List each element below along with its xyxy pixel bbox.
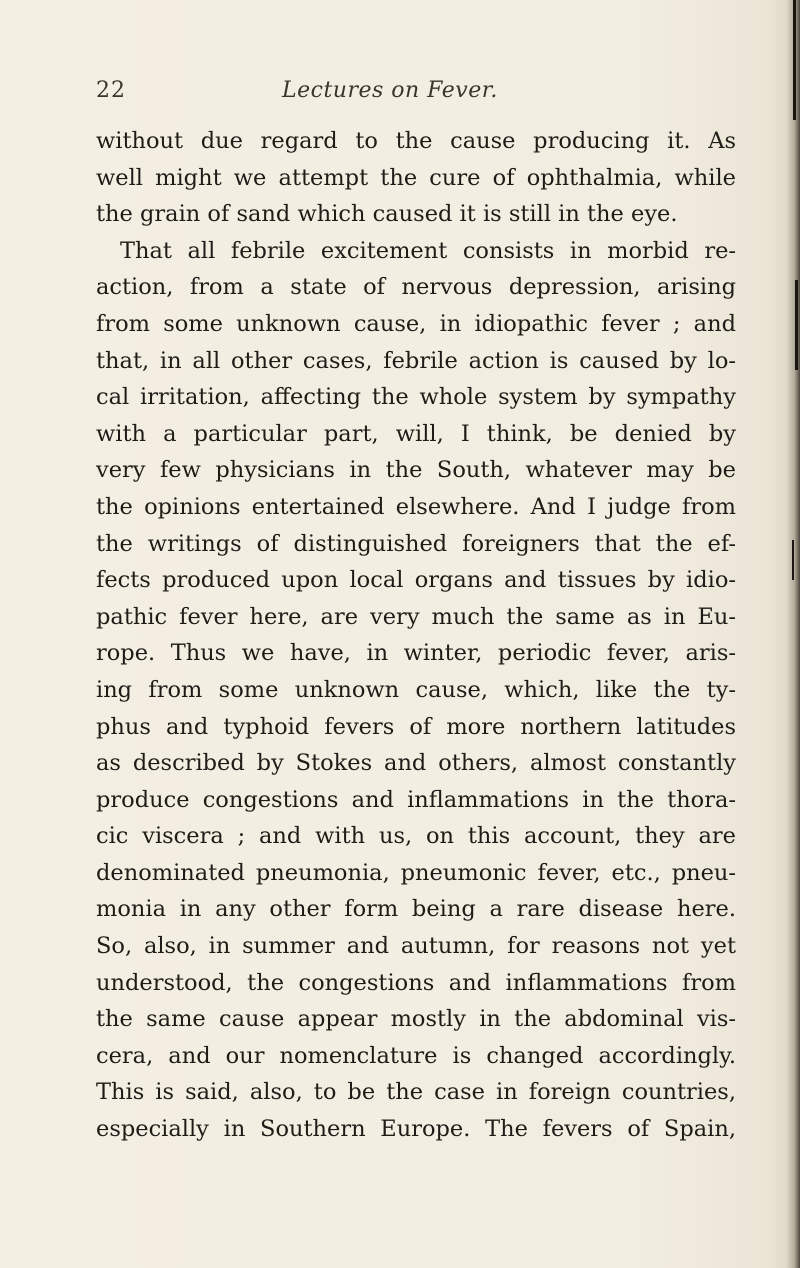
- text-line: the same cause appear mostly in the abdominal vis-: [96, 1006, 736, 1033]
- text-line: monia in any other form being a rare disease here.: [96, 896, 736, 923]
- page-header: [96, 78, 736, 106]
- page-edge-mark: [793, 0, 796, 120]
- text-line: with a particular part, will, I think, be denied by: [96, 420, 736, 447]
- text-line: rope. Thus we have, in winter, periodic fever, aris-: [96, 640, 736, 667]
- page-edge-mark: [795, 280, 798, 370]
- text-line: action, from a state of nervous depression, arising: [96, 274, 736, 301]
- text-line: This is said, also, to be the case in foreign countries,: [96, 1079, 736, 1106]
- text-line: produce congestions and inflammations in the thora-: [96, 786, 736, 813]
- page-number: 22: [96, 78, 126, 103]
- running-title: Lectures on Fever.: [282, 78, 498, 103]
- text-line: especially in Southern Europe. The fevers of Spain,: [96, 1116, 736, 1143]
- text-line: ing from some unknown cause, which, like the ty-: [96, 676, 736, 703]
- text-line: the writings of distinguished foreigners that the ef-: [96, 530, 736, 557]
- text-line: as described by Stokes and others, almost constantly: [96, 750, 736, 777]
- text-line: well might we attempt the cure of ophthalmia, while: [96, 164, 736, 191]
- text-line: cera, and our nomenclature is changed accordingly.: [96, 1042, 736, 1069]
- text-line: cal irritation, affecting the whole system by sympathy: [96, 384, 736, 411]
- text-line: very few physicians in the South, whatever may be: [96, 457, 736, 484]
- text-line: phus and typhoid fevers of more northern latitudes: [96, 713, 736, 740]
- text-line: without due regard to the cause producing it. As: [96, 128, 736, 154]
- text-line: denominated pneumonia, pneumonic fever, etc., pneu-: [96, 859, 736, 886]
- page-edge-mark: [792, 540, 794, 580]
- page-edge-shadow: [786, 0, 800, 1268]
- text-line: cic viscera ; and with us, on this account, they are: [96, 823, 736, 850]
- text-line: pathic fever here, are very much the same as in Eu-: [96, 603, 736, 630]
- text-line: That all febrile excitement consists in morbid re-: [120, 237, 736, 264]
- text-line: that, in all other cases, febrile action is caused by lo-: [96, 347, 736, 374]
- text-line: So, also, in summer and autumn, for reasons not yet: [96, 933, 736, 960]
- body-text: [96, 123, 736, 1148]
- text-line: from some unknown cause, in idiopathic fever ; and: [96, 310, 736, 337]
- text-line: the opinions entertained elsewhere. And I judge from: [96, 493, 736, 520]
- text-line: fects produced upon local organs and tissues by idio-: [96, 567, 736, 594]
- text-line: understood, the congestions and inflammations from: [96, 969, 736, 996]
- text-line: the grain of sand which caused it is still in the eye.: [96, 201, 678, 228]
